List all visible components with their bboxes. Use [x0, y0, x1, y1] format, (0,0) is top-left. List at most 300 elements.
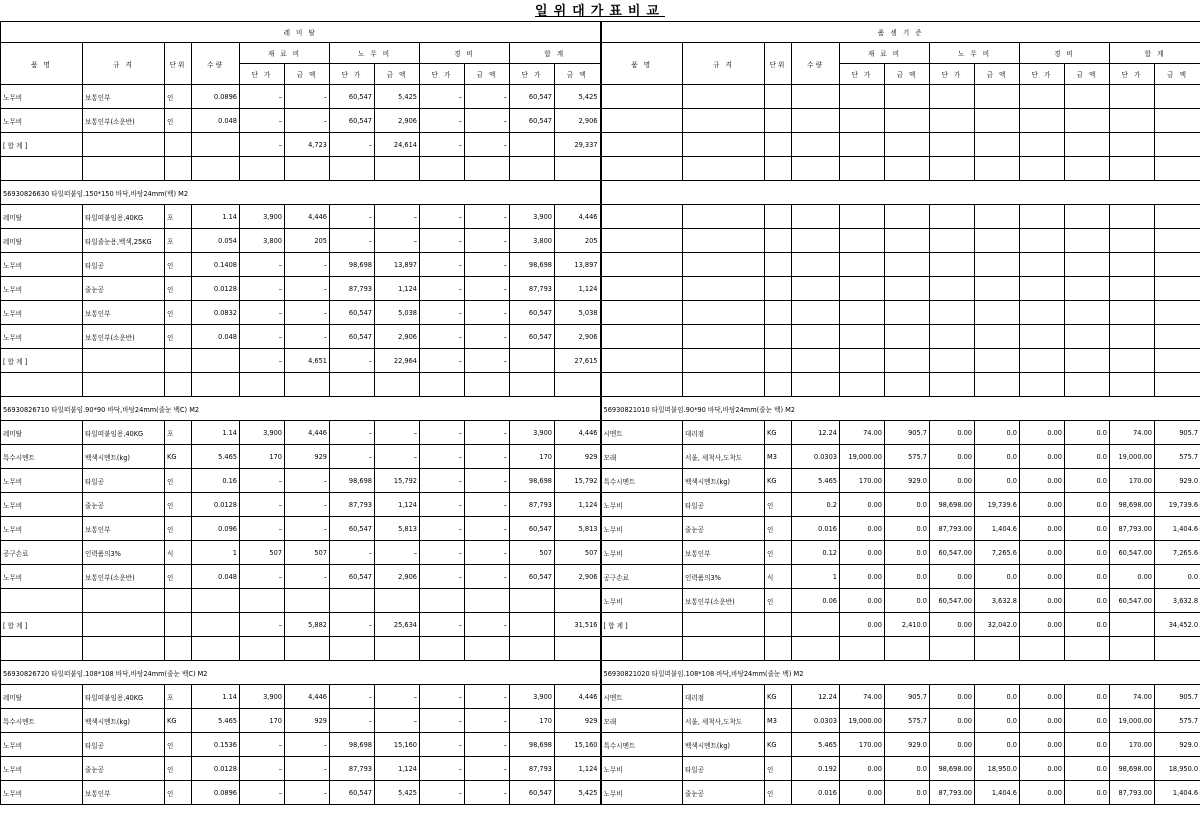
right-cell	[1020, 253, 1065, 277]
right-cell	[975, 229, 1020, 253]
left-cell: KG	[165, 709, 192, 733]
right-cell	[1065, 205, 1110, 229]
left-cell: 인	[165, 757, 192, 781]
right-cell: M3	[765, 445, 792, 469]
table-row	[1, 685, 1200, 709]
comparison-sheet	[0, 21, 1200, 817]
right-cell: 0.00	[840, 757, 885, 781]
right-cell: 1,404.6	[1155, 517, 1200, 541]
table-cell	[683, 637, 765, 661]
right-cell	[1020, 229, 1065, 253]
left-cell: 3,900	[240, 205, 285, 229]
right-cell: 0.0	[1065, 733, 1110, 757]
left-cell: 보통인부	[83, 301, 165, 325]
right-cell: 노무비	[601, 493, 683, 517]
right-cell: 5.465	[792, 469, 840, 493]
right-cell: 0.00	[1020, 517, 1065, 541]
right-cell	[792, 253, 840, 277]
table-cell	[1155, 373, 1200, 397]
left-cell: –	[330, 229, 375, 253]
left-cell: –	[420, 565, 465, 589]
right-cell	[765, 133, 792, 157]
table-cell	[1110, 637, 1155, 661]
table-row	[1, 493, 1200, 517]
left-cell: –	[420, 85, 465, 109]
right-cell: 0.0	[1065, 613, 1110, 637]
left-cell: 0.0128	[192, 757, 240, 781]
left-cell: 170	[510, 445, 555, 469]
right-cell	[1065, 109, 1110, 133]
left-cell: 1.14	[192, 205, 240, 229]
right-cell	[1110, 613, 1155, 637]
right-cell: 0.0	[975, 565, 1020, 589]
left-cell: 타일떠붙임용,40KG	[83, 685, 165, 709]
left-cell: 인력품의3%	[83, 541, 165, 565]
left-cell	[165, 613, 192, 637]
col-header-total: 합 계	[1110, 43, 1200, 64]
right-cell	[975, 109, 1020, 133]
right-cell	[683, 133, 765, 157]
left-cell: KG	[165, 445, 192, 469]
table-cell	[885, 373, 930, 397]
left-cell: –	[465, 133, 510, 157]
table-cell	[375, 157, 420, 181]
right-cell	[683, 85, 765, 109]
left-cell: 929	[285, 445, 330, 469]
right-cell: 905.7	[885, 685, 930, 709]
left-cell: –	[465, 469, 510, 493]
col-header-unit-price: 단 가	[1020, 64, 1065, 85]
right-cell	[1155, 301, 1200, 325]
table-cell	[885, 157, 930, 181]
right-cell: 0.0	[975, 709, 1020, 733]
right-cell: 인력품의3%	[683, 565, 765, 589]
col-header-qty: 수량	[792, 43, 840, 85]
right-cell: 보통인부	[683, 541, 765, 565]
right-cell: 98,698.00	[1110, 757, 1155, 781]
table-row	[1, 565, 1200, 589]
left-cell: –	[420, 613, 465, 637]
table-row	[1, 205, 1200, 229]
right-cell	[765, 301, 792, 325]
right-cell	[765, 205, 792, 229]
left-cell: 98,698	[330, 733, 375, 757]
left-cell: 보통인부(소운반)	[83, 325, 165, 349]
left-cell: –	[465, 85, 510, 109]
left-cell: 205	[285, 229, 330, 253]
left-cell: 60,547	[330, 781, 375, 805]
col-header-unit-price: 단 가	[1110, 64, 1155, 85]
right-cell: 929.0	[885, 469, 930, 493]
right-cell	[601, 277, 683, 301]
left-cell: –	[420, 733, 465, 757]
right-cell: 0.0	[1065, 589, 1110, 613]
col-header-expense: 경 비	[420, 43, 510, 64]
right-cell	[792, 109, 840, 133]
left-cell: 170	[510, 709, 555, 733]
right-cell: 0.0	[1065, 493, 1110, 517]
left-cell: –	[420, 301, 465, 325]
right-cell	[1020, 133, 1065, 157]
right-cell: 0.0	[1065, 421, 1110, 445]
left-cell: –	[240, 493, 285, 517]
left-cell: –	[285, 565, 330, 589]
table-body	[1, 85, 1200, 805]
left-cell: 5,425	[375, 781, 420, 805]
left-cell: 타일공	[83, 253, 165, 277]
right-cell: KG	[765, 733, 792, 757]
right-cell: 1,404.6	[975, 781, 1020, 805]
right-cell	[1110, 325, 1155, 349]
section-title-left: 56930826720 타일떠붙임.108*108 바닥,바탕24mm(줄눈 백C) M2	[1, 661, 601, 685]
right-cell	[975, 205, 1020, 229]
right-cell: 특수시멘트	[601, 469, 683, 493]
left-cell: –	[465, 277, 510, 301]
col-header-material: 재 료 비	[240, 43, 330, 64]
left-cell: –	[420, 685, 465, 709]
left-cell: 4,723	[285, 133, 330, 157]
left-cell: –	[420, 109, 465, 133]
left-cell: 백색시멘트(kg)	[83, 709, 165, 733]
left-cell: –	[285, 109, 330, 133]
right-cell	[792, 349, 840, 373]
table-cell	[420, 157, 465, 181]
right-cell	[1065, 325, 1110, 349]
left-cell: 507	[510, 541, 555, 565]
left-cell: –	[465, 301, 510, 325]
left-cell: 1	[192, 541, 240, 565]
left-cell: –	[465, 205, 510, 229]
right-cell: 0.00	[840, 613, 885, 637]
right-cell: 1,404.6	[975, 517, 1020, 541]
right-cell	[1155, 133, 1200, 157]
right-cell: 60,547.00	[930, 541, 975, 565]
left-cell: 27,615	[555, 349, 601, 373]
left-cell: 노무비	[1, 565, 83, 589]
left-cell: –	[240, 301, 285, 325]
left-cell: –	[240, 349, 285, 373]
left-cell: –	[330, 349, 375, 373]
col-header-spec: 규 격	[83, 43, 165, 85]
right-cell: 0.0	[975, 421, 1020, 445]
right-cell: 백색시멘트(kg)	[683, 469, 765, 493]
right-cell: 0.00	[840, 589, 885, 613]
right-cell	[765, 229, 792, 253]
right-cell	[792, 277, 840, 301]
left-cell: 0.1408	[192, 253, 240, 277]
right-cell: 0.0	[975, 469, 1020, 493]
table-row	[1, 445, 1200, 469]
col-header-unit-price: 단 가	[840, 64, 885, 85]
left-cell: 노무비	[1, 253, 83, 277]
left-cell: 보통인부(소운반)	[83, 109, 165, 133]
right-cell: 0.00	[1020, 685, 1065, 709]
right-cell	[683, 205, 765, 229]
left-cell: 노무비	[1, 469, 83, 493]
col-header-amount: 금 액	[555, 64, 601, 85]
right-cell: 0.0	[885, 541, 930, 565]
right-cell: 3,632.8	[1155, 589, 1200, 613]
col-header-amount: 금 액	[885, 64, 930, 85]
table-row	[1, 613, 1200, 637]
left-cell: 2,906	[375, 325, 420, 349]
left-cell: 특수시멘트	[1, 709, 83, 733]
right-cell: 노무비	[601, 541, 683, 565]
table-cell	[240, 637, 285, 661]
col-header-unit-price: 단 가	[240, 64, 285, 85]
left-cell: –	[420, 277, 465, 301]
table-cell	[465, 157, 510, 181]
right-cell	[975, 85, 1020, 109]
left-cell: 170	[240, 709, 285, 733]
left-cell	[375, 589, 420, 613]
right-cell	[792, 133, 840, 157]
left-cell: –	[330, 541, 375, 565]
left-cell	[240, 589, 285, 613]
left-cell	[192, 133, 240, 157]
right-cell	[601, 205, 683, 229]
right-cell: 0.0	[1065, 709, 1110, 733]
left-cell: 0.048	[192, 109, 240, 133]
table-cell	[330, 373, 375, 397]
left-cell: 15,160	[555, 733, 601, 757]
left-cell: 98,698	[510, 253, 555, 277]
table-cell	[285, 637, 330, 661]
page-title-bar	[0, 0, 1200, 22]
col-header-spec: 규 격	[683, 43, 765, 85]
right-cell: 0.00	[1020, 541, 1065, 565]
right-cell	[1065, 229, 1110, 253]
left-cell: 1.14	[192, 685, 240, 709]
table-cell	[1020, 637, 1065, 661]
left-cell: –	[240, 781, 285, 805]
left-cell: 1,124	[555, 277, 601, 301]
table-row	[1, 109, 1200, 133]
comparison-table	[0, 21, 1200, 805]
left-cell: 60,547	[330, 325, 375, 349]
left-cell: 인	[165, 733, 192, 757]
right-cell: 0.0	[1065, 685, 1110, 709]
table-cell	[330, 637, 375, 661]
right-cell	[1065, 301, 1110, 325]
table-cell	[975, 373, 1020, 397]
table-row	[1, 349, 1200, 373]
left-cell: 13,897	[375, 253, 420, 277]
left-cell: 22,964	[375, 349, 420, 373]
table-cell	[840, 157, 885, 181]
blank-row	[1, 157, 1200, 181]
table-cell	[555, 637, 601, 661]
table-cell	[240, 157, 285, 181]
right-cell	[975, 253, 1020, 277]
left-cell: 170	[240, 445, 285, 469]
left-cell: 인	[165, 109, 192, 133]
left-cell: 포	[165, 229, 192, 253]
col-header-amount: 금 액	[375, 64, 420, 85]
left-cell: –	[465, 781, 510, 805]
left-cell	[1, 589, 83, 613]
right-cell	[601, 85, 683, 109]
left-cell: –	[465, 517, 510, 541]
left-cell: 98,698	[510, 733, 555, 757]
left-cell: –	[420, 469, 465, 493]
blank-row	[1, 637, 1200, 661]
left-cell: –	[420, 517, 465, 541]
right-cell: 0.00	[840, 493, 885, 517]
left-cell: –	[240, 133, 285, 157]
table-cell	[192, 637, 240, 661]
right-cell	[683, 229, 765, 253]
left-cell	[83, 589, 165, 613]
right-cell: 19,739.6	[1155, 493, 1200, 517]
table-cell	[885, 637, 930, 661]
section-title-right: 56930821020 타일떠붙임.108*108 바닥,바탕24mm(줄눈 백) M2	[601, 661, 1200, 685]
table-cell	[330, 157, 375, 181]
right-cell	[840, 301, 885, 325]
left-cell: 레미탈	[1, 205, 83, 229]
right-cell	[885, 133, 930, 157]
left-cell: 5,425	[375, 85, 420, 109]
col-header-labor: 노 무 비	[930, 43, 1020, 64]
left-cell: –	[375, 709, 420, 733]
right-cell	[1110, 277, 1155, 301]
right-cell	[1065, 349, 1110, 373]
header-row-titles	[1, 22, 1200, 43]
left-cell: 0.096	[192, 517, 240, 541]
right-cell	[601, 133, 683, 157]
left-cell: 87,793	[510, 757, 555, 781]
left-cell: 0.16	[192, 469, 240, 493]
table-cell	[420, 637, 465, 661]
left-cell: 15,792	[555, 469, 601, 493]
right-cell: 인	[765, 517, 792, 541]
right-cell	[1110, 133, 1155, 157]
left-cell: 3,900	[240, 685, 285, 709]
left-cell: –	[240, 109, 285, 133]
right-cell	[601, 229, 683, 253]
table-cell	[840, 637, 885, 661]
left-cell: 공구손료	[1, 541, 83, 565]
left-cell: –	[375, 421, 420, 445]
left-cell	[192, 349, 240, 373]
left-cell: –	[285, 253, 330, 277]
right-cell	[930, 205, 975, 229]
right-cell: 60,547.00	[1110, 541, 1155, 565]
left-cell: 2,906	[555, 325, 601, 349]
left-cell: 줄눈공	[83, 493, 165, 517]
table-cell	[930, 637, 975, 661]
left-cell: 노무비	[1, 301, 83, 325]
right-cell	[765, 277, 792, 301]
right-cell: 60,547.00	[930, 589, 975, 613]
right-cell	[601, 253, 683, 277]
col-header-name: 품 명	[601, 43, 683, 85]
left-cell: 레미탈	[1, 685, 83, 709]
table-cell	[765, 373, 792, 397]
left-cell: 15,160	[375, 733, 420, 757]
right-cell	[765, 613, 792, 637]
left-cell: 0.054	[192, 229, 240, 253]
left-cell: –	[420, 349, 465, 373]
left-cell: –	[465, 565, 510, 589]
left-cell: –	[240, 613, 285, 637]
left-cell: 1,124	[375, 493, 420, 517]
table-cell	[83, 373, 165, 397]
left-cell: 60,547	[330, 85, 375, 109]
right-cell: 서울, 세척사,도착도	[683, 445, 765, 469]
right-cell	[1110, 349, 1155, 373]
left-cell: 929	[555, 445, 601, 469]
right-cell: 타일공	[683, 493, 765, 517]
right-cell: 0.00	[1020, 709, 1065, 733]
right-cell	[885, 229, 930, 253]
left-cell: –	[375, 229, 420, 253]
left-cell: 4,651	[285, 349, 330, 373]
left-cell: –	[375, 445, 420, 469]
right-cell: 모래	[601, 445, 683, 469]
right-cell	[885, 325, 930, 349]
right-cell	[1065, 277, 1110, 301]
left-cell: –	[285, 301, 330, 325]
left-cell: 3,900	[510, 421, 555, 445]
table-cell	[192, 157, 240, 181]
left-cell: 205	[555, 229, 601, 253]
left-cell: –	[420, 253, 465, 277]
left-cell: 노무비	[1, 85, 83, 109]
right-cell	[1155, 349, 1200, 373]
right-cell	[601, 301, 683, 325]
right-cell	[975, 277, 1020, 301]
right-cell: 0.0	[885, 781, 930, 805]
right-cell: 0.0	[1065, 565, 1110, 589]
left-cell: –	[465, 349, 510, 373]
left-cell: 1,124	[375, 757, 420, 781]
table-cell	[765, 637, 792, 661]
left-cell: –	[330, 709, 375, 733]
table-cell	[683, 157, 765, 181]
left-cell: 인	[165, 301, 192, 325]
right-cell	[1065, 133, 1110, 157]
right-cell: 905.7	[1155, 421, 1200, 445]
left-cell: 인	[165, 325, 192, 349]
table-cell	[792, 373, 840, 397]
left-cell: 포	[165, 205, 192, 229]
table-cell	[285, 373, 330, 397]
col-header-amount: 금 액	[1065, 64, 1110, 85]
table-cell	[83, 157, 165, 181]
table-row	[1, 733, 1200, 757]
right-cell: 0.0	[1155, 565, 1200, 589]
left-cell: 60,547	[510, 85, 555, 109]
table-cell	[1155, 157, 1200, 181]
right-cell	[1110, 85, 1155, 109]
left-cell: 0.0128	[192, 493, 240, 517]
left-cell: 929	[285, 709, 330, 733]
left-cell: 1,124	[555, 757, 601, 781]
right-cell: KG	[765, 421, 792, 445]
left-cell: –	[465, 685, 510, 709]
right-cell	[792, 229, 840, 253]
left-cell: –	[240, 325, 285, 349]
left-cell: 보통인부	[83, 517, 165, 541]
left-cell: –	[465, 325, 510, 349]
col-header-amount: 금 액	[285, 64, 330, 85]
table-cell	[285, 157, 330, 181]
right-cell: 0.0303	[792, 445, 840, 469]
table-cell	[792, 637, 840, 661]
left-cell	[83, 349, 165, 373]
left-cell: 레미탈	[1, 421, 83, 445]
